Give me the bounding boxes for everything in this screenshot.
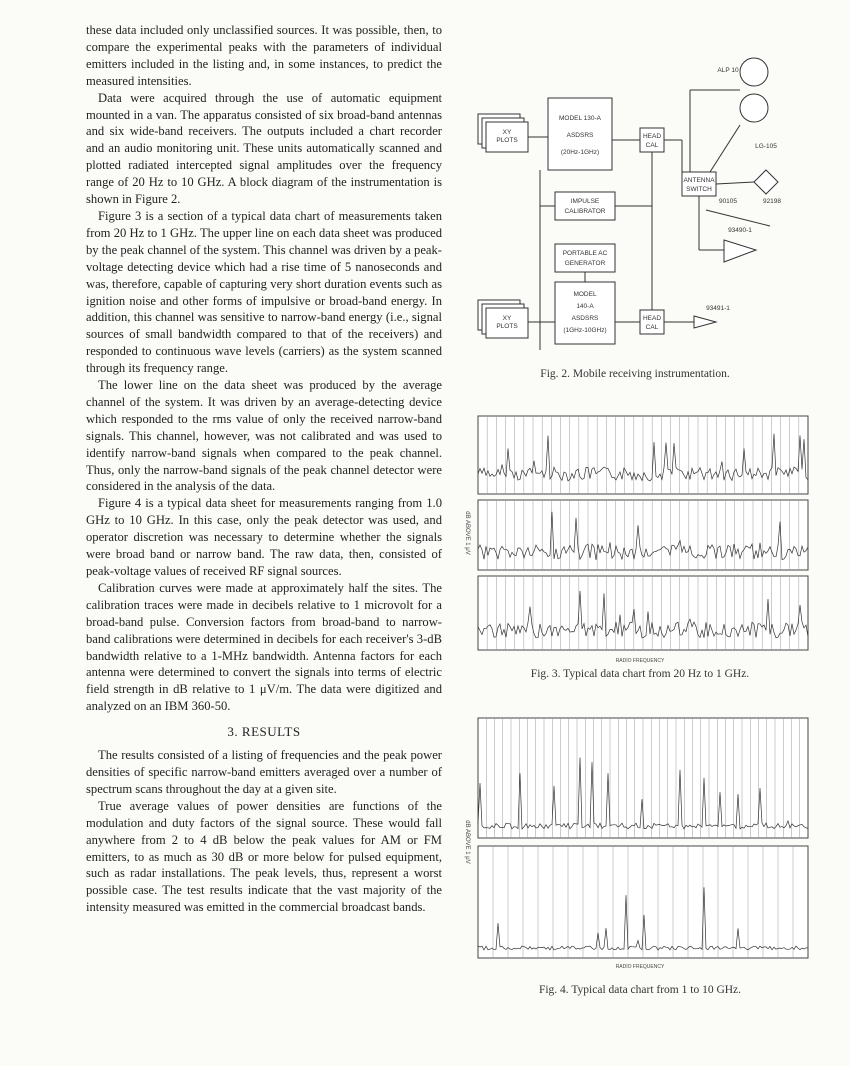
paragraph: Figure 4 is a typical data sheet for measurements ranging from 1.0 GHz to 10 GHz. In this case, only the peak detector was used, and operator discretion was necessary to determine whether the signals were broad band or narrow band. The raw data, then, consisted of peak-voltage values of received RF signal sources.: [86, 496, 442, 578]
xy-plots-bottom-block: [478, 300, 528, 338]
body-text-column: [86, 22, 442, 916]
paragraph: True average values of power densities are functions of the modulation and duty factors of the signal source. These would fall anywhere from 2 to 4 dB below the peak values for AM or FM emitters, to as much as 30 dB or more below for pulsed equipment, such as radar installations. The peak levels, thus, represent a worst possible case. The test results indicate that the vast majority of the intensity measured was emitted in the commercial broadcast bands.: [86, 798, 442, 915]
svg-text:(1GHz-10GHz): (1GHz-10GHz): [563, 327, 607, 334]
biconical-antenna-icon: [754, 170, 778, 194]
portable-ac-generator-block: [555, 244, 615, 272]
svg-text:PORTABLE AC: PORTABLE AC: [562, 250, 608, 257]
svg-text:ANTENNA: ANTENNA: [683, 177, 715, 184]
figure-4-caption: Fig. 4. Typical data chart from 1 to 10 GHz.: [538, 984, 742, 996]
head-cal-top-block: [640, 128, 664, 152]
svg-text:93490-1: 93490-1: [728, 227, 752, 234]
paragraph: Figure 3 is a section of a typical data chart of measurements taken from 20 Hz to 1 GHz. The upper line on each data sheet was produced by the peak channel of the system. This channel was driven by a peak-voltage detecting device which had a rise time of 5 nanoseconds and was, therefore, capable of capturing very short duration events such as ignition noise and other forms of impulsive or broad-band energy. In addition, this channel was sensitive to narrow-band energy (i.e., signal sources of small bandwidth compared to that of the receivers) and responded to continuous wave levels (carriers) as the system scanned through its frequency range.: [86, 208, 442, 376]
svg-text:CAL: CAL: [645, 324, 659, 331]
figure-3-y-axis-label: dB ABOVE 1 μV: [464, 511, 470, 555]
svg-text:90105: 90105: [718, 198, 738, 205]
svg-text:PLOTS: PLOTS: [496, 323, 518, 330]
svg-text:ALP 10: ALP 10: [717, 67, 739, 74]
svg-text:GENERATOR: GENERATOR: [564, 260, 606, 267]
loop-antenna-icon: [740, 58, 768, 86]
svg-text:SWITCH: SWITCH: [686, 186, 712, 193]
figure-3-data-chart: [460, 408, 810, 668]
horn-antenna-icon: [694, 316, 716, 328]
svg-text:MODEL 130-A: MODEL 130-A: [558, 115, 602, 122]
svg-text:ASDSRS: ASDSRS: [566, 132, 594, 139]
paragraph: Data were acquired through the use of automatic equipment mounted in a van. The apparatus consisted of six broad-band antennas and six wide-band receivers. The outputs included a chart recorder and an audio monitoring unit. These units automatically scanned and plotted radiated intercepted signal amplitudes over the frequency range of 20 Hz to 10 GHz. A block diagram of the instrumentation is shown in Figure 2.: [86, 90, 442, 207]
svg-text:HEAD: HEAD: [642, 133, 662, 140]
head-cal-bottom-block: [640, 310, 664, 334]
paragraph: Calibration curves were made at approximately half the sites. The calibration traces were made in decibels relative to 1 microvolt for a broad-band pulse. Conversion factors from broad-band to narrow-band calibrations were determined in decibels for each receiver's 3-dB bandwidth relative to a 1-MHz bandwidth. Antenna factors for each antenna were determined to convert the signals into terms of electric field strength in dB relative to 1 μV/m. The data were digitized and analyzed on an IBM 360-50.: [86, 580, 442, 714]
figure-2-caption: Fig. 2. Mobile receiving instrumentation.: [540, 368, 730, 380]
figure-4-x-axis-label: RADIO FREQUENCY: [615, 964, 665, 970]
xy-plots-top-block: [478, 114, 528, 152]
section-heading: 3. RESULTS: [227, 724, 301, 740]
svg-text:XY: XY: [502, 315, 512, 322]
horn-antenna-icon: [724, 240, 756, 262]
svg-text:CALIBRATOR: CALIBRATOR: [564, 208, 606, 215]
svg-text:93491-1: 93491-1: [706, 305, 730, 312]
paragraph: The lower line on the data sheet was produced by the average channel of the system. It was driven by an average-detecting device which responded to the rms value of only the received narrow-band signals. This channel, however, was not calibrated and was used to identify narrow-band signals when compared to the peak channel. Thus, only the narrow-band signals of the peak channel detector were considered in the analysis of the data.: [86, 378, 442, 494]
svg-text:ASDSRS: ASDSRS: [571, 315, 599, 322]
impulse-calibrator-block: [555, 192, 615, 220]
loop-antenna-icon: [740, 94, 768, 122]
svg-text:XY: XY: [502, 129, 512, 136]
svg-text:HEAD: HEAD: [642, 315, 662, 322]
svg-text:PLOTS: PLOTS: [496, 137, 518, 144]
svg-text:MODEL: MODEL: [573, 291, 597, 298]
figure-4-y-axis-label: dB ABOVE 1 μV: [464, 820, 470, 864]
svg-text:92198: 92198: [762, 198, 782, 205]
model-140a-block: [555, 282, 615, 344]
svg-text:LG-105: LG-105: [755, 143, 777, 150]
paragraph: The results consisted of a listing of frequencies and the peak power densities of specific narrow-band emitters averaged over a number of spectrum scans throughout the day at a given site.: [86, 748, 442, 796]
figure-2-block-diagram: [470, 50, 800, 360]
figure-3-caption: Fig. 3. Typical data chart from 20 Hz to 1 GHz.: [530, 668, 750, 680]
svg-text:CAL: CAL: [645, 142, 659, 149]
antenna-switch-block: [682, 172, 716, 196]
paragraph: these data included only unclassified sources. It was possible, then, to compare the experimental peaks with the parameters of individual emitters included in the listing and, in some instances, to predict the measured intensities.: [86, 23, 442, 88]
svg-text:140-A: 140-A: [576, 303, 594, 310]
svg-text:(20Hz-1GHz): (20Hz-1GHz): [560, 149, 600, 156]
figure-3-x-axis-label: RADIO FREQUENCY: [615, 658, 665, 664]
model-130a-block: [548, 98, 612, 170]
svg-text:IMPULSE: IMPULSE: [570, 198, 600, 205]
figure-4-data-chart: [460, 712, 810, 972]
